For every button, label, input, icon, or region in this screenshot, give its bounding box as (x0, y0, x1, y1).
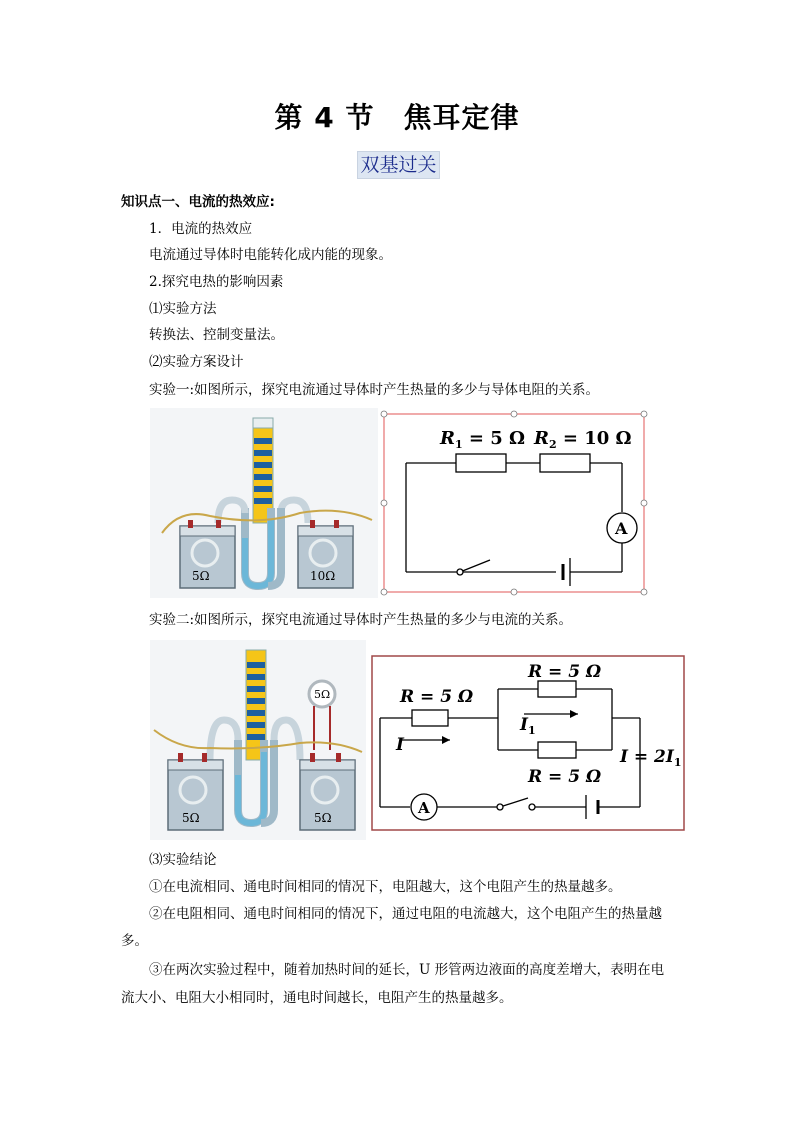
bottom-branch-resistor-label: R = 5 Ω (528, 767, 602, 787)
subsection-1: 1．电流的热效应 (149, 221, 253, 237)
right-resistor-label: 10Ω (310, 569, 336, 583)
ammeter-label: A (615, 519, 628, 538)
subsection-2: 2.探究电热的影响因素 (149, 274, 284, 290)
conclusion-2-line-1: ②在电阻相同、通电时间相同的情况下，通过电阻的电流越大，这个电阻产生的热量越 (149, 906, 662, 922)
branch-current-label: I (520, 715, 528, 735)
page-title: 第 4 节 焦耳定律 (274, 101, 520, 134)
r1-subscript: 1 (454, 438, 463, 451)
subsection-2-2: ⑵实验方案设计 (149, 354, 244, 370)
r2-value: = 10 Ω (556, 428, 632, 449)
conclusion-1: ①在电流相同、通电时间相同的情况下，电阻越大，这个电阻产生的热量越多。 (149, 879, 622, 895)
subsection-2-1: ⑴实验方法 (149, 301, 217, 317)
svg-text:R2 = 10 Ω (533, 428, 632, 451)
conclusion-2-line-2: 多。 (121, 933, 148, 949)
svg-text:I = 2I1 (619, 747, 681, 769)
experiment-2-circuit-figure (370, 654, 686, 832)
left-resistor-label: 5Ω (192, 569, 210, 583)
ammeter-label: A (418, 799, 430, 817)
conclusion-3-line-2: 流大小、电阻大小相同时，通电时间越长，电阻产生的热量越多。 (121, 990, 513, 1006)
left-resistor-label: 5Ω (182, 811, 200, 825)
subsection-2-3: ⑶实验结论 (149, 852, 217, 868)
main-resistor-label: R = 5 Ω (400, 687, 474, 707)
knowledge-point-heading: 知识点一、电流的热效应: (121, 194, 275, 210)
subsection-1-text: 电流通过导体时电能转化成内能的现象。 (149, 247, 392, 263)
top-branch-resistor-label: R = 5 Ω (528, 662, 602, 682)
r1-value: = 5 Ω (462, 428, 526, 449)
svg-text:R1 = 5 Ω (439, 428, 525, 451)
main-current-label: I (396, 735, 404, 755)
external-resistor-label: 5Ω (314, 688, 331, 701)
right-resistor-label: 5Ω (314, 811, 332, 825)
experiment-1-text: 实验一:如图所示，探究电流通过导体时产生热量的多少与导体电阻的关系。 (149, 382, 600, 398)
conclusion-3-line-1: ③在两次实验过程中，随着加热时间的延长，U 形管两边液面的高度差增大，表明在电 (149, 962, 665, 978)
experiment-2-apparatus-figure (150, 640, 366, 840)
experiment-1-apparatus-figure (150, 408, 378, 598)
r2-label: R (534, 428, 549, 449)
r2-subscript: 2 (548, 438, 557, 451)
subsection-2-1-text: 转换法、控制变量法。 (149, 327, 284, 343)
section-badge: 双基过关 (357, 151, 440, 179)
r1-label: R (440, 428, 455, 449)
experiment-2-text: 实验二:如图所示，探究电流通过导体时产生热量的多少与电流的关系。 (149, 612, 573, 628)
total-current-subscript: 1 (673, 756, 682, 769)
experiment-1-circuit-figure (380, 410, 648, 596)
branch-current-subscript: 1 (527, 724, 536, 737)
total-current-label: I = 2I (620, 747, 674, 767)
